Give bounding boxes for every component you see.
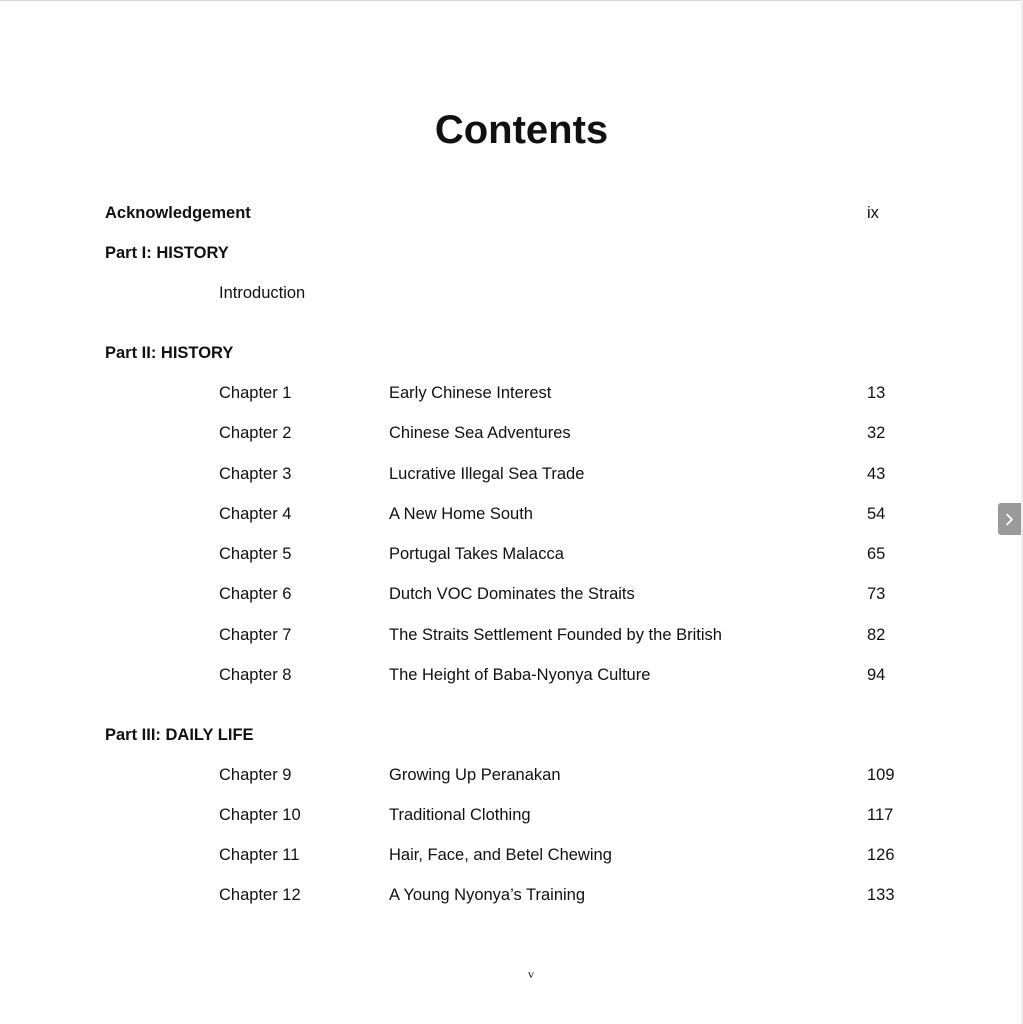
chapter-title: The Height of Baba-Nyonya Culture (389, 666, 651, 684)
chapter-title: Growing Up Peranakan (389, 766, 561, 784)
part-3-label: Part III: DAILY LIFE (105, 726, 254, 744)
chapter-page: 94 (867, 666, 886, 684)
chapter-number: Chapter 7 (219, 626, 292, 644)
chapter-title: The Straits Settlement Founded by the British (389, 626, 722, 644)
toc-entry-introduction[interactable] (0, 282, 1020, 304)
chapter-number: Chapter 3 (219, 465, 292, 483)
toc-chapter-row[interactable] (0, 583, 1020, 605)
chapter-page: 109 (867, 766, 895, 784)
chapter-title: Lucrative Illegal Sea Trade (389, 465, 585, 483)
chapter-number: Chapter 5 (219, 545, 292, 563)
toc-entry-acknowledgement[interactable] (0, 202, 1020, 224)
chapter-title: A New Home South (389, 505, 533, 523)
chevron-right-icon (1004, 513, 1015, 526)
chapter-page: 117 (867, 806, 894, 824)
toc-chapter-row[interactable] (0, 624, 1020, 646)
chapter-number: Chapter 4 (219, 505, 292, 523)
introduction-label: Introduction (219, 284, 306, 302)
toc-chapter-row[interactable] (0, 382, 1020, 404)
chapter-page: 133 (867, 886, 895, 904)
chapter-page: 43 (867, 465, 886, 483)
chapter-page: 65 (867, 545, 886, 563)
acknowledgement-page: ix (867, 204, 879, 222)
chapter-title: Portugal Takes Malacca (389, 545, 564, 563)
chapter-title: Hair, Face, and Betel Chewing (389, 846, 612, 864)
toc-chapter-row[interactable] (0, 503, 1020, 525)
chapter-page: 13 (867, 384, 886, 402)
toc-chapter-row[interactable] (0, 884, 1020, 906)
chapter-number: Chapter 8 (219, 666, 292, 684)
acknowledgement-label: Acknowledgement (105, 204, 251, 222)
chapter-number: Chapter 10 (219, 806, 301, 824)
chapter-title: Chinese Sea Adventures (389, 424, 571, 442)
chapter-page: 126 (867, 846, 895, 864)
chapter-page: 82 (867, 626, 886, 644)
chapter-title: A Young Nyonya’s Training (389, 886, 586, 904)
part-2-label: Part II: HISTORY (105, 344, 234, 362)
toc-chapter-row[interactable] (0, 543, 1020, 565)
page-folio: v (528, 967, 534, 981)
chapter-title: Traditional Clothing (389, 806, 531, 824)
part-1-label: Part I: HISTORY (105, 244, 229, 262)
toc-part-heading (0, 724, 1020, 746)
chapter-number: Chapter 2 (219, 424, 292, 442)
chapter-page: 73 (867, 585, 886, 603)
chapter-title: Dutch VOC Dominates the Straits (389, 585, 635, 603)
page-title: Contents (434, 108, 609, 152)
toc-chapter-row[interactable] (0, 844, 1020, 866)
chapter-page: 54 (867, 505, 886, 523)
chapter-page: 32 (867, 424, 886, 442)
toc-part-heading (0, 342, 1020, 364)
chapter-number: Chapter 6 (219, 585, 292, 603)
chapter-title: Early Chinese Interest (389, 384, 552, 402)
toc-chapter-row[interactable] (0, 664, 1020, 686)
chapter-number: Chapter 11 (219, 846, 300, 864)
next-page-button[interactable] (998, 503, 1021, 535)
chapter-number: Chapter 12 (219, 886, 301, 904)
chapter-number: Chapter 9 (219, 766, 292, 784)
chapter-number: Chapter 1 (219, 384, 292, 402)
toc-part-heading (0, 242, 1020, 264)
toc-chapter-row[interactable] (0, 422, 1020, 444)
toc-chapter-row[interactable] (0, 463, 1020, 485)
toc-chapter-row[interactable] (0, 764, 1020, 786)
toc-chapter-row[interactable] (0, 804, 1020, 826)
